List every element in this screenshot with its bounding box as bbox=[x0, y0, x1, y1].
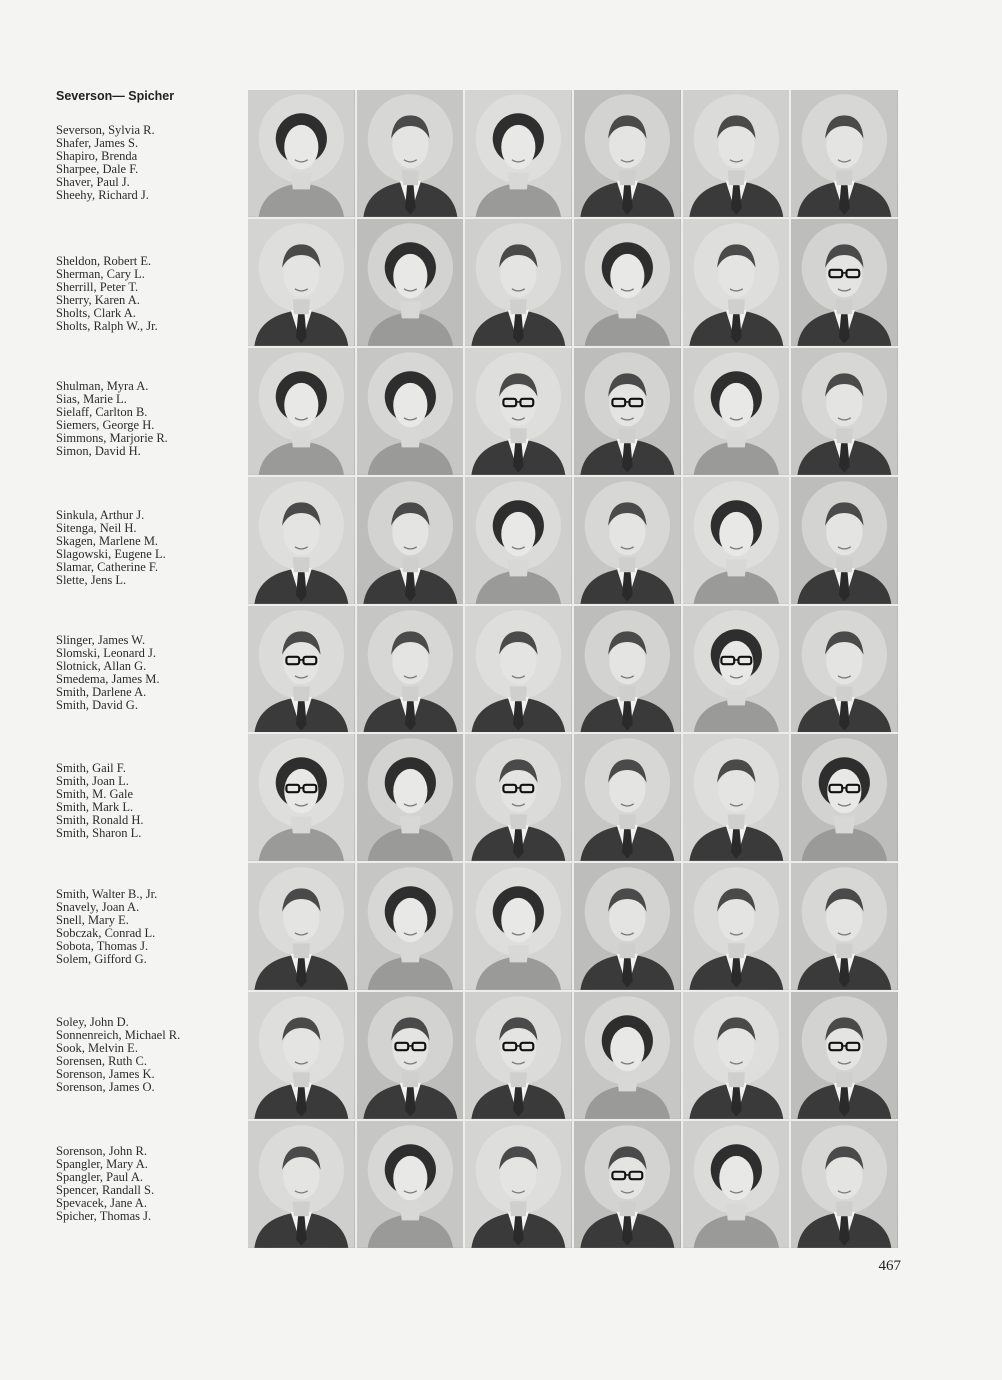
portrait-photo bbox=[791, 348, 898, 475]
student-name: Smith, Mark L. bbox=[56, 799, 134, 814]
student-name: Sook, Melvin E. bbox=[56, 1040, 138, 1055]
student-name: Sheldon, Robert E. bbox=[56, 254, 152, 268]
portrait-photo bbox=[574, 348, 681, 475]
student-name: Slagowski, Eugene L. bbox=[56, 546, 166, 561]
portrait-photo bbox=[574, 863, 681, 990]
portrait-photo bbox=[357, 863, 464, 990]
portrait-photo bbox=[683, 477, 790, 604]
page-number: 467 bbox=[878, 1258, 901, 1274]
student-name: Sherman, Cary L. bbox=[56, 266, 145, 281]
student-name: Sorensen, Ruth C. bbox=[56, 1053, 147, 1068]
portrait-photo bbox=[574, 90, 681, 217]
student-name: Sholts, Ralph W., Jr. bbox=[56, 318, 158, 333]
portrait-photo bbox=[683, 863, 790, 990]
student-name: Sobczak, Conrad L. bbox=[56, 925, 156, 940]
student-name: Sorenson, John R. bbox=[56, 1144, 147, 1158]
student-name: Slinger, James W. bbox=[56, 633, 146, 647]
portrait-photo bbox=[574, 1121, 681, 1248]
portrait-photo bbox=[683, 348, 790, 475]
portrait-photo bbox=[248, 348, 355, 475]
student-name: Smith, Joan L. bbox=[56, 773, 129, 788]
student-name: Spevacek, Jane A. bbox=[56, 1195, 147, 1210]
student-name: Shapiro, Brenda bbox=[56, 148, 138, 163]
portrait-photo bbox=[248, 219, 355, 346]
student-name: Smith, David G. bbox=[56, 697, 138, 712]
student-name: Skagen, Marlene M. bbox=[56, 533, 159, 548]
portrait-photo bbox=[465, 1121, 572, 1248]
portrait-photo bbox=[574, 606, 681, 733]
portrait-photo bbox=[791, 477, 898, 604]
portrait-photo bbox=[357, 1121, 464, 1248]
portrait-photo bbox=[683, 992, 790, 1119]
student-name: Smith, Walter B., Jr. bbox=[56, 887, 158, 901]
student-name: Sherrill, Peter T. bbox=[56, 279, 139, 294]
portrait-photo bbox=[357, 477, 464, 604]
student-name: Snell, Mary E. bbox=[56, 912, 129, 927]
student-name: Sheehy, Richard J. bbox=[56, 187, 149, 202]
portrait-photo bbox=[791, 219, 898, 346]
student-name: Shaver, Paul J. bbox=[56, 174, 130, 189]
student-name: Simon, David H. bbox=[56, 443, 141, 458]
portrait-photo bbox=[248, 992, 355, 1119]
student-name: Sielaff, Carlton B. bbox=[56, 404, 148, 419]
student-name: Sherry, Karen A. bbox=[56, 292, 140, 307]
portrait-photo bbox=[465, 992, 572, 1119]
page-header: Severson— Spicher bbox=[56, 89, 175, 103]
portrait-photo bbox=[574, 477, 681, 604]
portrait-photo bbox=[465, 348, 572, 475]
name-group bbox=[56, 124, 155, 201]
portrait-photo bbox=[791, 1121, 898, 1248]
portrait-photo bbox=[465, 734, 572, 861]
portrait-photo bbox=[465, 477, 572, 604]
student-name: Smith, Gail F. bbox=[56, 761, 126, 775]
student-name: Spangler, Paul A. bbox=[56, 1169, 143, 1184]
portrait-photo bbox=[574, 992, 681, 1119]
name-group bbox=[56, 634, 159, 711]
student-name: Sias, Marie L. bbox=[56, 391, 127, 406]
student-name: Slamar, Catherine F. bbox=[56, 559, 158, 574]
portrait-grid bbox=[248, 90, 898, 1248]
student-name: Spencer, Randall S. bbox=[56, 1182, 155, 1197]
portrait-photo bbox=[248, 477, 355, 604]
portrait-photo bbox=[248, 90, 355, 217]
student-name: Smith, M. Gale bbox=[56, 786, 134, 801]
name-group bbox=[56, 1016, 180, 1093]
portrait-photo bbox=[683, 90, 790, 217]
portrait-photo bbox=[683, 734, 790, 861]
student-name: Sharpee, Dale F. bbox=[56, 161, 139, 176]
portrait-photo bbox=[574, 219, 681, 346]
student-name: Smedema, James M. bbox=[56, 671, 160, 686]
student-name: Solem, Gifford G. bbox=[56, 951, 147, 966]
portrait-photo bbox=[791, 606, 898, 733]
name-group bbox=[56, 762, 144, 839]
portrait-photo bbox=[465, 90, 572, 217]
portrait-photo bbox=[248, 734, 355, 861]
portrait-photo bbox=[357, 90, 464, 217]
portrait-photo bbox=[248, 863, 355, 990]
name-group bbox=[56, 380, 168, 457]
student-name: Slette, Jens L. bbox=[56, 572, 127, 587]
student-name: Slomski, Leonard J. bbox=[56, 645, 156, 660]
student-name: Severson, Sylvia R. bbox=[56, 123, 155, 137]
student-name: Siemers, George H. bbox=[56, 417, 155, 432]
student-name: Smith, Sharon L. bbox=[56, 825, 142, 840]
student-name: Sobota, Thomas J. bbox=[56, 938, 149, 953]
portrait-photo bbox=[683, 219, 790, 346]
student-name: Smith, Ronald H. bbox=[56, 812, 144, 827]
portrait-photo bbox=[357, 219, 464, 346]
student-name: Snavely, Joan A. bbox=[56, 899, 140, 914]
portrait-photo bbox=[683, 1121, 790, 1248]
student-name: Simmons, Marjorie R. bbox=[56, 430, 168, 445]
student-name: Sonnenreich, Michael R. bbox=[56, 1027, 181, 1042]
student-name: Spangler, Mary A. bbox=[56, 1156, 148, 1171]
name-group bbox=[56, 888, 157, 965]
student-name: Sitenga, Neil H. bbox=[56, 520, 137, 535]
student-name: Shafer, James S. bbox=[56, 135, 139, 150]
name-group bbox=[56, 509, 166, 586]
name-group bbox=[56, 1145, 154, 1222]
portrait-photo bbox=[465, 606, 572, 733]
student-name: Smith, Darlene A. bbox=[56, 684, 147, 699]
student-name: Sinkula, Arthur J. bbox=[56, 508, 145, 522]
student-name: Slotnick, Allan G. bbox=[56, 658, 147, 673]
name-group bbox=[56, 255, 158, 332]
portrait-photo bbox=[465, 863, 572, 990]
student-name: Sorenson, James K. bbox=[56, 1066, 155, 1081]
student-name: Sorenson, James O. bbox=[56, 1079, 155, 1094]
portrait-photo bbox=[248, 1121, 355, 1248]
student-name: Shulman, Myra A. bbox=[56, 379, 149, 393]
student-name: Spicher, Thomas J. bbox=[56, 1208, 152, 1223]
portrait-photo bbox=[791, 734, 898, 861]
portrait-photo bbox=[791, 992, 898, 1119]
portrait-photo bbox=[683, 606, 790, 733]
portrait-photo bbox=[791, 863, 898, 990]
student-name: Sholts, Clark A. bbox=[56, 305, 136, 320]
portrait-photo bbox=[574, 734, 681, 861]
portrait-photo bbox=[357, 348, 464, 475]
portrait-photo bbox=[357, 606, 464, 733]
student-name: Soley, John D. bbox=[56, 1015, 129, 1029]
portrait-photo bbox=[248, 606, 355, 733]
portrait-photo bbox=[357, 734, 464, 861]
portrait-photo bbox=[791, 90, 898, 217]
portrait-photo bbox=[465, 219, 572, 346]
portrait-photo bbox=[357, 992, 464, 1119]
